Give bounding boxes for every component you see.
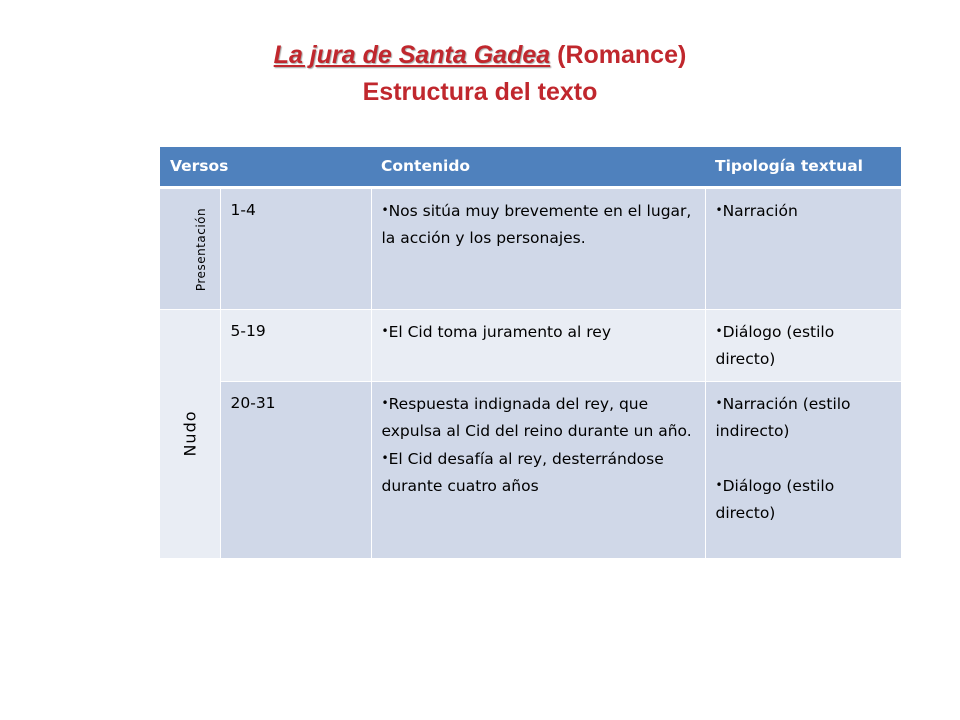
cell-versos: 1-4	[220, 188, 371, 310]
cell-tipologia	[705, 188, 901, 310]
group-label-presentacion: Presentación	[194, 207, 209, 292]
genre-label: (Romance)	[557, 41, 687, 69]
group-nudo	[160, 310, 220, 559]
cell-contenido	[371, 188, 705, 310]
table-row	[160, 188, 901, 310]
group-presentacion	[160, 188, 220, 310]
slide-title	[0, 36, 960, 110]
table-row	[160, 382, 901, 559]
cell-versos: 5-19	[220, 310, 371, 382]
list-item: • Diálogo (estilo directo)	[716, 472, 893, 527]
table-row	[160, 310, 901, 382]
cell-contenido	[371, 382, 705, 559]
list-item: • Respuesta indignada del rey, que expulsa al Cid del reino durante un año.	[382, 390, 697, 445]
list-item: • Nos sitúa muy brevemente en el lugar, la acción y los personajes.	[382, 197, 697, 252]
list-item: • El Cid toma juramento al rey	[382, 318, 697, 346]
cell-tipologia	[705, 310, 901, 382]
list-item: • Diálogo (estilo directo)	[716, 318, 893, 373]
work-title: La jura de Santa Gadea	[273, 41, 551, 69]
table-header-row	[160, 147, 901, 188]
header-contenido: Contenido	[371, 147, 705, 188]
structure-table	[160, 147, 902, 559]
cell-tipologia	[705, 382, 901, 559]
slide-subtitle: Estructura del texto	[362, 78, 598, 106]
list-item: • Narración (estilo indirecto)	[716, 390, 893, 445]
list-spacer	[716, 445, 893, 472]
title-line	[0, 36, 960, 74]
list-item: • El Cid desafía al rey, desterrándose durante cuatro años	[382, 445, 697, 500]
header-versos: Versos	[160, 147, 371, 188]
group-label-nudo: Nudo	[180, 410, 200, 457]
cell-versos: 20-31	[220, 382, 371, 559]
list-item: • Narración	[716, 197, 893, 225]
cell-contenido	[371, 310, 705, 382]
header-tipologia: Tipología textual	[705, 147, 901, 188]
